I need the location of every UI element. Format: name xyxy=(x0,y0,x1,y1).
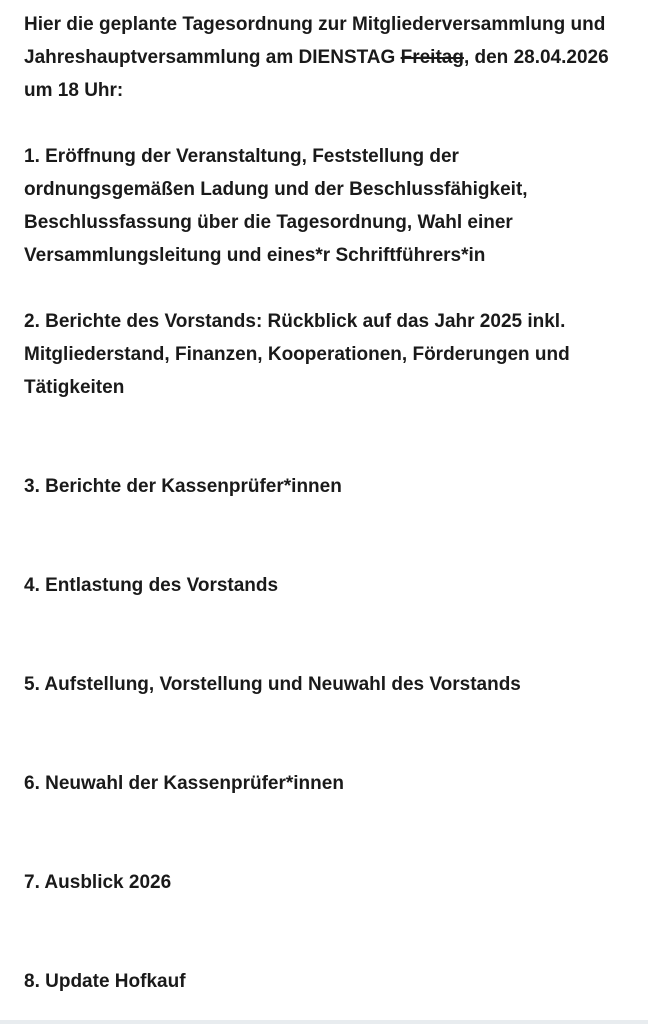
agenda-item-5: 5. Aufstellung, Vorstellung und Neuwahl des Vorstands xyxy=(24,674,521,695)
agenda-item-2: 2. Berichte des Vorstands: Rückblick auf das Jahr 2025 inkl. Mitgliederstand, Finanzen, Kooperationen, Förderungen und Tätigkeiten xyxy=(24,311,570,398)
agenda-item-3: 3. Berichte der Kassenprüfer*innen xyxy=(24,476,342,497)
intro-text-start: Hier die geplante Tagesordnung zur Mitgliederversammlung und Jahreshauptversammlung am DIENSTAG xyxy=(24,14,606,68)
bottom-divider xyxy=(0,1020,648,1024)
intro-text-end: , den 28.04.2026 um 18 Uhr: xyxy=(24,47,609,101)
agenda-item-8: 8. Update Hofkauf xyxy=(24,971,186,992)
struck-weekday: Freitag xyxy=(400,47,464,68)
agenda-item-1: 1. Eröffnung der Veranstaltung, Feststellung der ordnungsgemäßen Ladung und der Beschlussfähigkeit, Beschlussfassung über die Tagesordnung, Wahl einer Versammlungsleitung und eines*r Schriftführers*in xyxy=(24,146,528,266)
agenda-item-6: 6. Neuwahl der Kassenprüfer*innen xyxy=(24,773,344,794)
agenda-item-4: 4. Entlastung des Vorstands xyxy=(24,575,279,596)
agenda-item-7: 7. Ausblick 2026 xyxy=(24,872,172,893)
message-body xyxy=(24,8,634,998)
intro-paragraph xyxy=(24,8,634,107)
